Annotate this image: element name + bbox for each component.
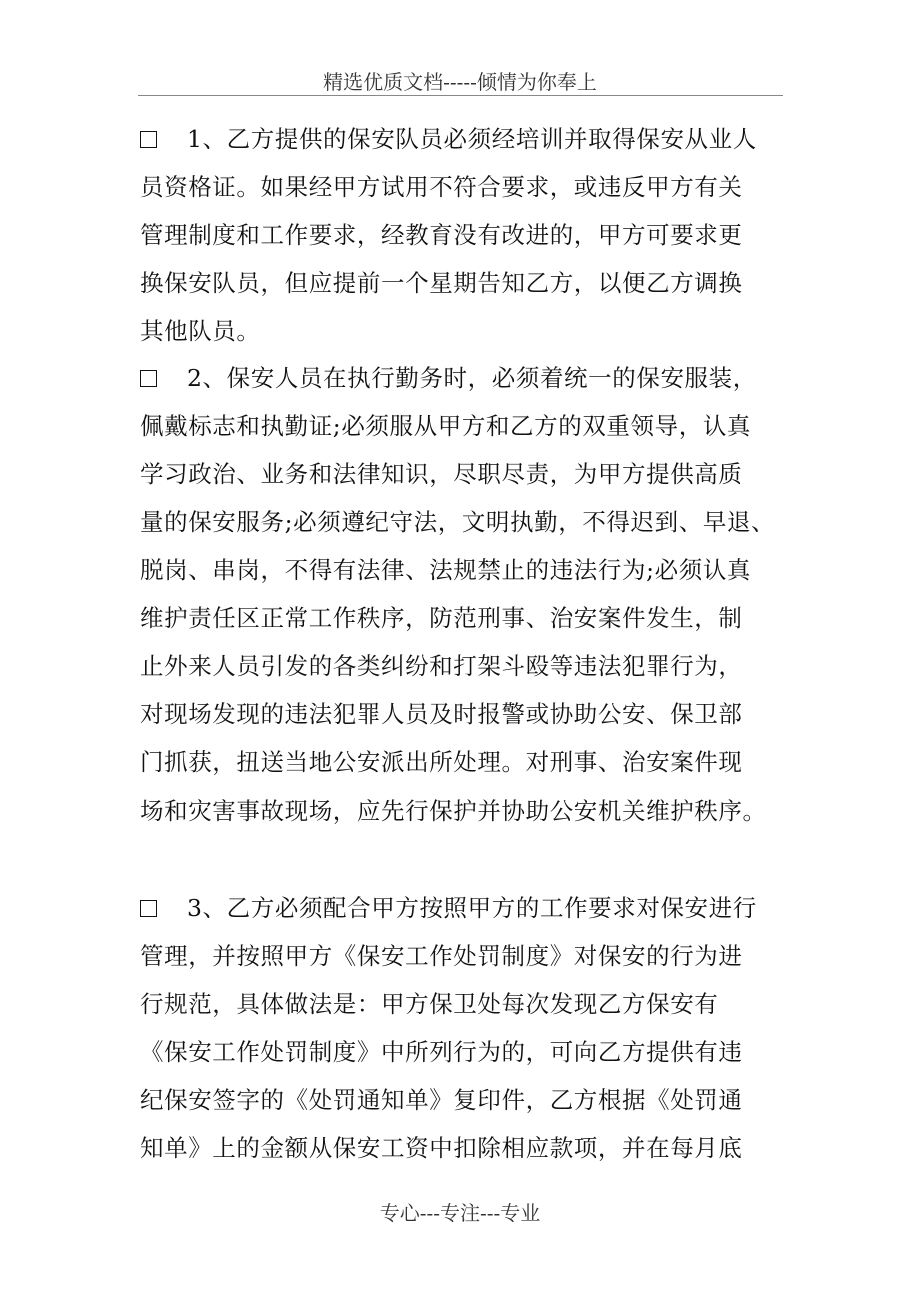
clause-text: 1、乙方提供的保安队员必须经培训并取得保安从业人: [187, 125, 757, 153]
clause-text: 2、保安人员在执行勤务时，必须着统一的保安服装，: [187, 364, 757, 392]
clause-3-line-5: 纪保安签字的《处罚通知单》复印件，乙方根据《处罚通: [140, 1086, 743, 1114]
header-divider: [138, 95, 783, 96]
clause-2-line-4: 量的保安服务;必须遵纪守法，文明执勤，不得迟到、早退、: [140, 508, 776, 536]
clause-1-line-5: 其他队员。: [140, 317, 261, 345]
clause-3-line-4: 《保安工作处罚制度》中所列行为的，可向乙方提供有违: [140, 1038, 743, 1066]
clause-2-line-8: 对现场发现的违法犯罪人员及时报警或协助公安、保卫部: [140, 700, 743, 728]
clause-2-line-7: 止外来人员引发的各类纠纷和打架斗殴等违法犯罪行为，: [140, 652, 743, 680]
clause-2-line-3: 学习政治、业务和法律知识，尽职尽责，为甲方提供高质: [140, 460, 743, 488]
clause-2-line-1: [140, 363, 757, 393]
clause-1-line-4: 换保安队员，但应提前一个星期告知乙方，以便乙方调换: [140, 269, 743, 297]
clause-3-line-6: 知单》上的金额从保安工资中扣除相应款项，并在每月底: [140, 1134, 743, 1162]
clause-3-line-1: [140, 893, 757, 923]
clause-3-line-3: 行规范，具体做法是：甲方保卫处每次发现乙方保安有: [140, 990, 719, 1018]
clause-1-line-3: 管理制度和工作要求，经教育没有改进的，甲方可要求更: [140, 221, 743, 249]
clause-2-line-10: 场和灾害事故现场，应先行保护并协助公安机关维护秩序。: [140, 797, 767, 825]
checkbox-icon: [140, 131, 157, 148]
clause-2-line-2: 佩戴标志和执勤证;必须服从甲方和乙方的双重领导，认真: [140, 412, 752, 440]
clause-2-line-6: 维护责任区正常工作秩序，防范刑事、治安案件发生，制: [140, 604, 743, 632]
clause-2-line-5: 脱岗、串岗，不得有法律、法规禁止的违法行为;必须认真: [140, 556, 752, 584]
page-header: 精选优质文档-----倾情为你奉上: [323, 70, 597, 94]
page-footer: 专心---专注---专业: [379, 1201, 541, 1225]
checkbox-icon: [140, 370, 157, 387]
clause-text: 3、乙方必须配合甲方按照甲方的工作要求对保安进行: [187, 894, 757, 922]
clause-1-line-1: [140, 124, 757, 154]
clause-3-line-2: 管理，并按照甲方《保安工作处罚制度》对保安的行为进: [140, 942, 743, 970]
clause-1-line-2: 员资格证。如果经甲方试用不符合要求，或违反甲方有关: [140, 173, 743, 201]
checkbox-icon: [140, 900, 157, 917]
clause-2-line-9: 门抓获，扭送当地公安派出所处理。对刑事、治安案件现: [140, 748, 743, 776]
